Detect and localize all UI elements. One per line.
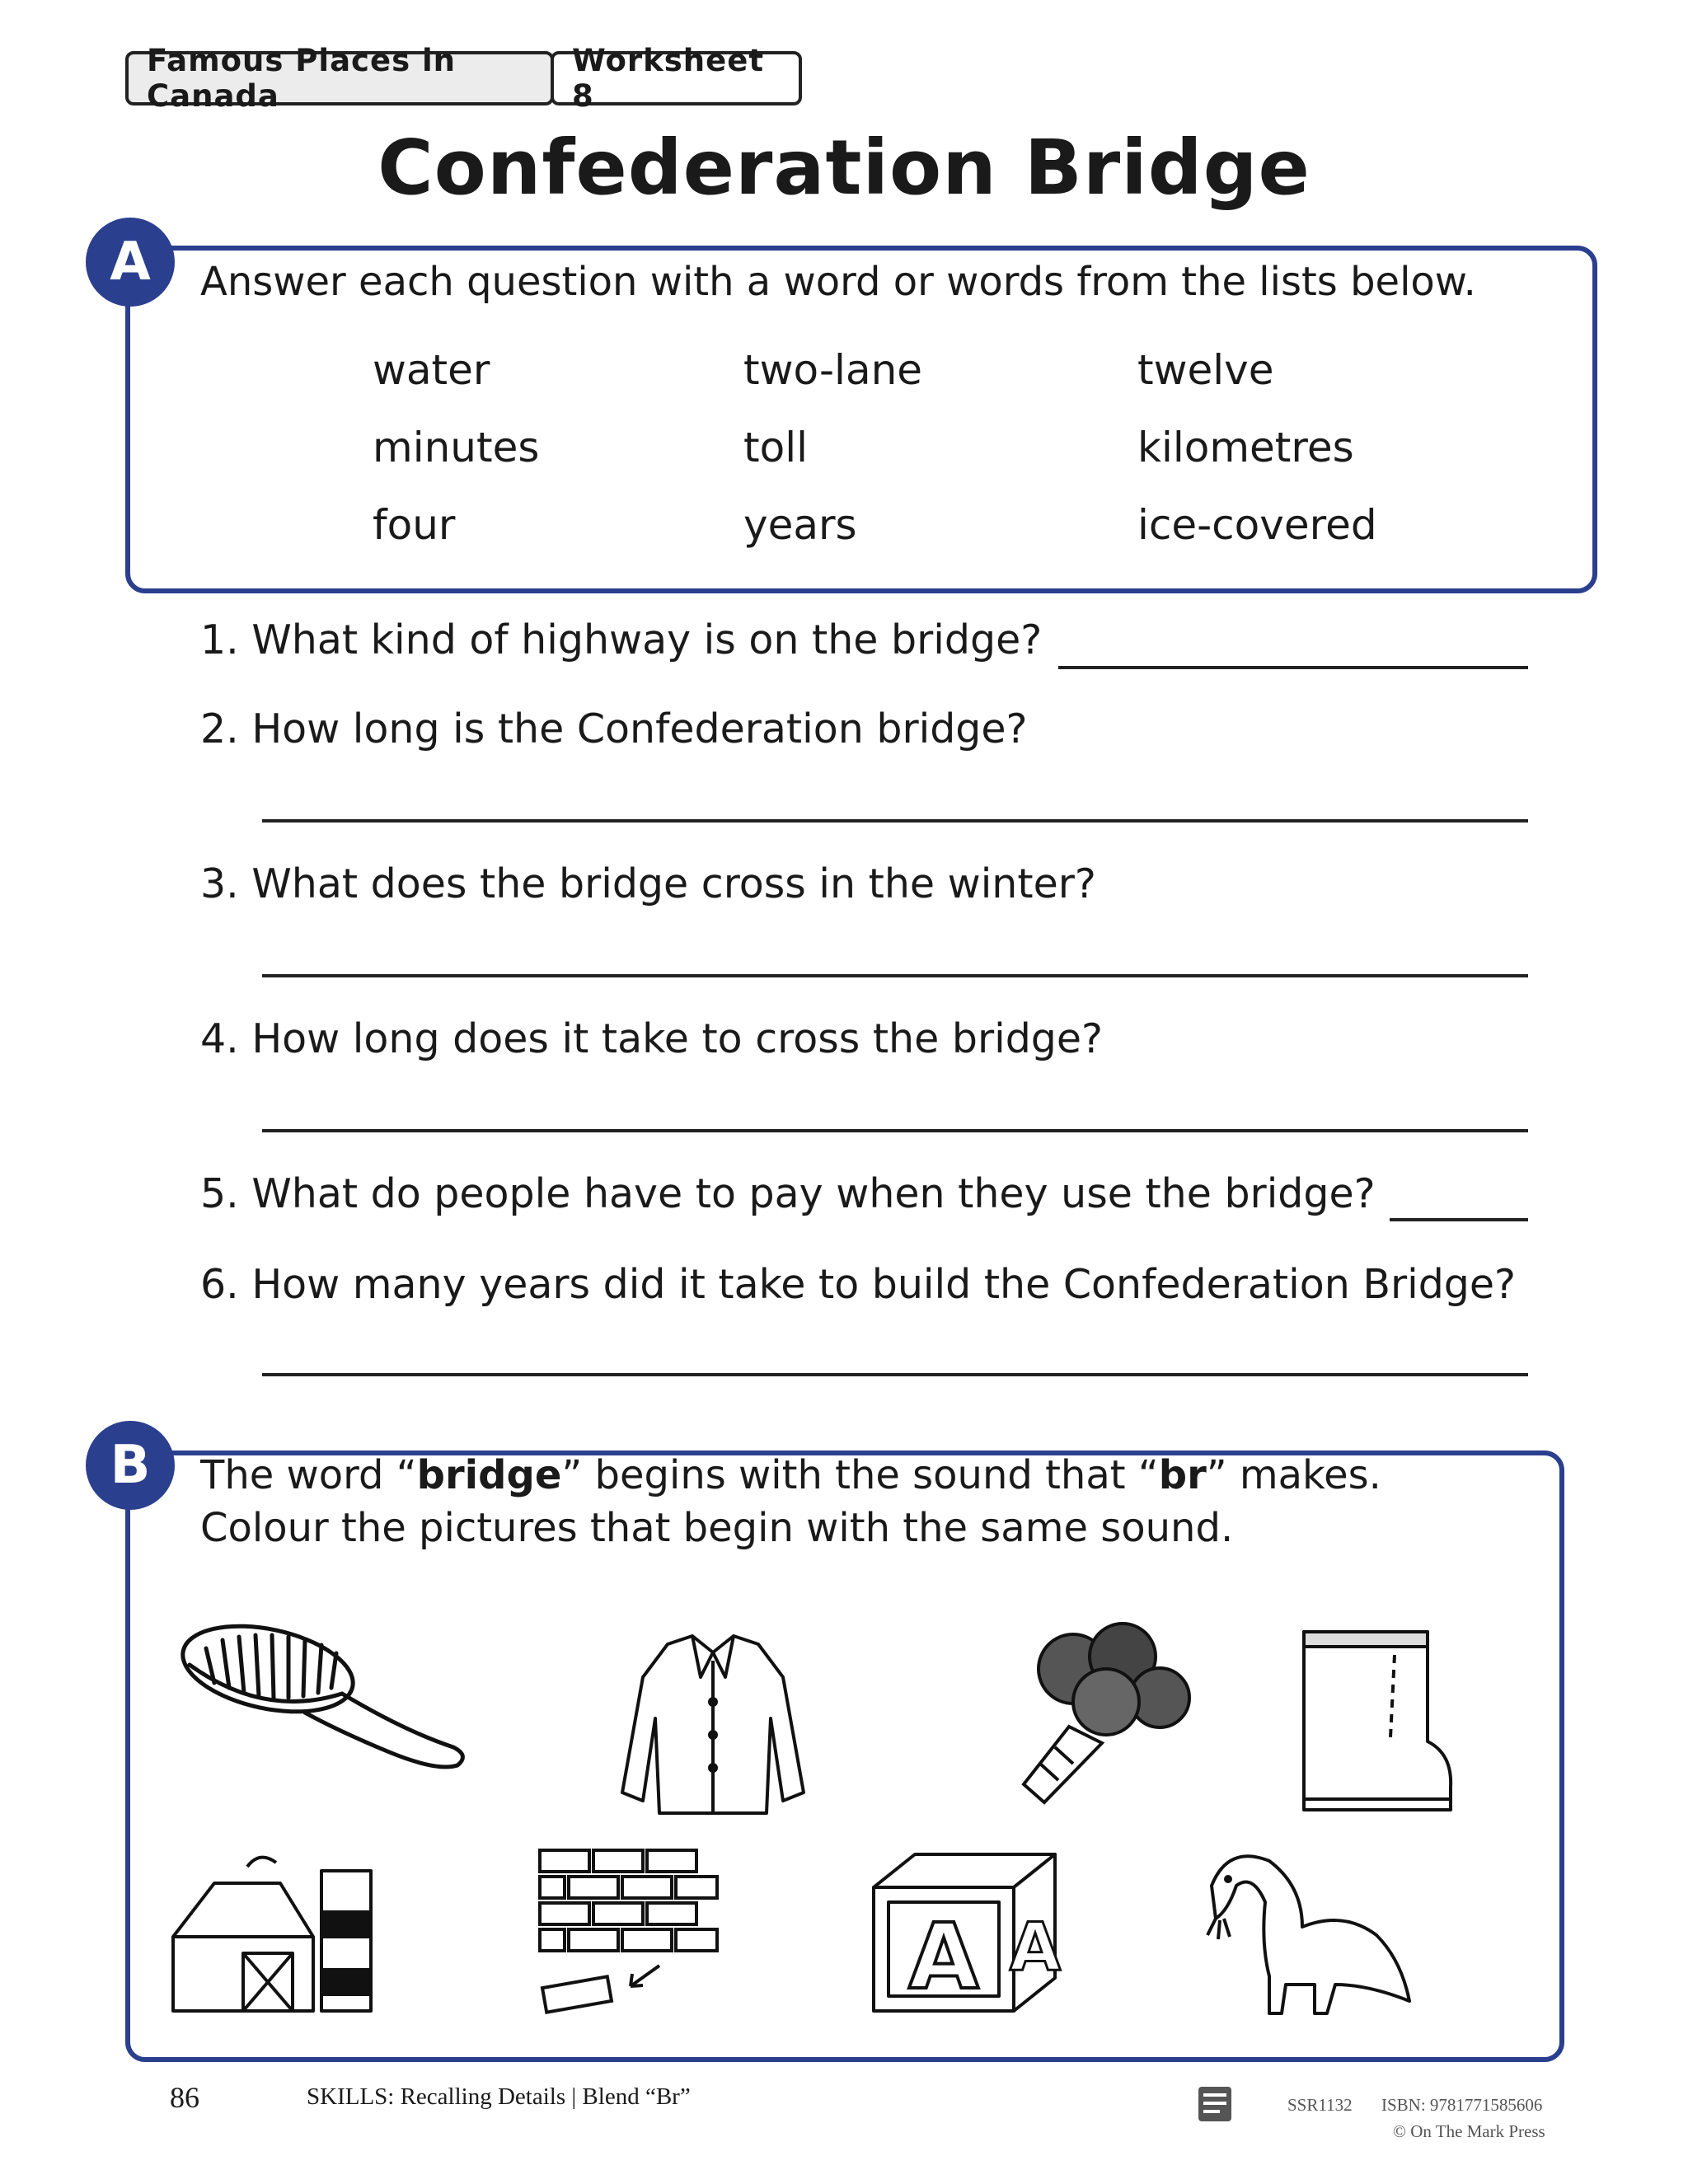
question-2: 2. How long is the Confederation bridge? bbox=[200, 705, 1028, 752]
word-ice-covered: ice-covered bbox=[1137, 501, 1377, 549]
answer-line-1[interactable] bbox=[1058, 666, 1528, 669]
word-years: years bbox=[743, 501, 857, 549]
product-code: SSR1132 bbox=[1287, 2095, 1353, 2115]
question-1: 1. What kind of highway is on the bridge? bbox=[200, 616, 1043, 663]
instr-text-b: ” begins with the sound that “ bbox=[561, 1452, 1159, 1498]
answer-line-2[interactable] bbox=[262, 819, 1528, 823]
answer-line-3[interactable] bbox=[262, 974, 1528, 977]
answer-line-4[interactable] bbox=[262, 1129, 1528, 1132]
alphabet-block-icon[interactable] bbox=[865, 1846, 1063, 2019]
answer-line-6[interactable] bbox=[262, 1373, 1528, 1376]
publisher-logo-icon bbox=[1195, 2083, 1236, 2125]
section-b-instruction-line1 bbox=[200, 1452, 1381, 1498]
page-number: 86 bbox=[170, 2081, 199, 2114]
word-four: four bbox=[373, 501, 456, 549]
question-5: 5. What do people have to pay when they use the bridge? bbox=[200, 1170, 1376, 1217]
page-title: Confederation Bridge bbox=[377, 124, 1311, 212]
barn-icon[interactable] bbox=[165, 1846, 412, 2019]
blouse-icon[interactable] bbox=[610, 1628, 816, 1825]
question-3: 3. What does the bridge cross in the winter? bbox=[200, 860, 1096, 907]
instr-blend-br: br bbox=[1158, 1452, 1207, 1498]
isbn: ISBN: 9781771585606 bbox=[1381, 2095, 1543, 2115]
header-tabs bbox=[125, 43, 802, 114]
worksheet-tab: Worksheet 8 bbox=[551, 51, 802, 105]
word-minutes: minutes bbox=[373, 424, 540, 471]
word-kilometres: kilometres bbox=[1137, 424, 1354, 471]
question-4: 4. How long does it take to cross the bridge? bbox=[200, 1015, 1104, 1062]
series-tab: Famous Places in Canada bbox=[125, 51, 554, 105]
word-two-lane: two-lane bbox=[743, 346, 923, 394]
instr-text-a: The word “ bbox=[200, 1452, 417, 1498]
word-twelve: twelve bbox=[1137, 346, 1274, 394]
broccoli-icon[interactable] bbox=[1007, 1619, 1197, 1809]
block-letter-front: A bbox=[908, 1904, 979, 2009]
section-b-instruction-line2: Colour the pictures that begin with the same sound. bbox=[200, 1505, 1234, 1551]
brick-wall-icon[interactable] bbox=[532, 1842, 729, 2015]
boot-icon[interactable] bbox=[1296, 1622, 1456, 1824]
brush-icon[interactable] bbox=[173, 1615, 478, 1780]
instr-text-c: ” makes. bbox=[1206, 1452, 1381, 1498]
dinosaur-icon[interactable] bbox=[1179, 1836, 1426, 2026]
section-b-badge: B bbox=[86, 1421, 175, 1510]
instr-word-bridge: bridge bbox=[416, 1452, 562, 1498]
answer-line-5[interactable] bbox=[1390, 1218, 1528, 1221]
skills-label: SKILLS: Recalling Details | Blend “Br” bbox=[307, 2083, 691, 2110]
block-letter-side: A bbox=[1010, 1909, 1061, 1985]
section-a-instruction: Answer each question with a word or words from the lists below. bbox=[200, 259, 1476, 305]
word-toll: toll bbox=[743, 424, 808, 471]
word-water: water bbox=[373, 346, 490, 394]
question-6: 6. How many years did it take to build the Confederation Bridge? bbox=[200, 1261, 1517, 1308]
section-a-badge: A bbox=[86, 218, 175, 307]
copyright: © On The Mark Press bbox=[1393, 2121, 1545, 2141]
